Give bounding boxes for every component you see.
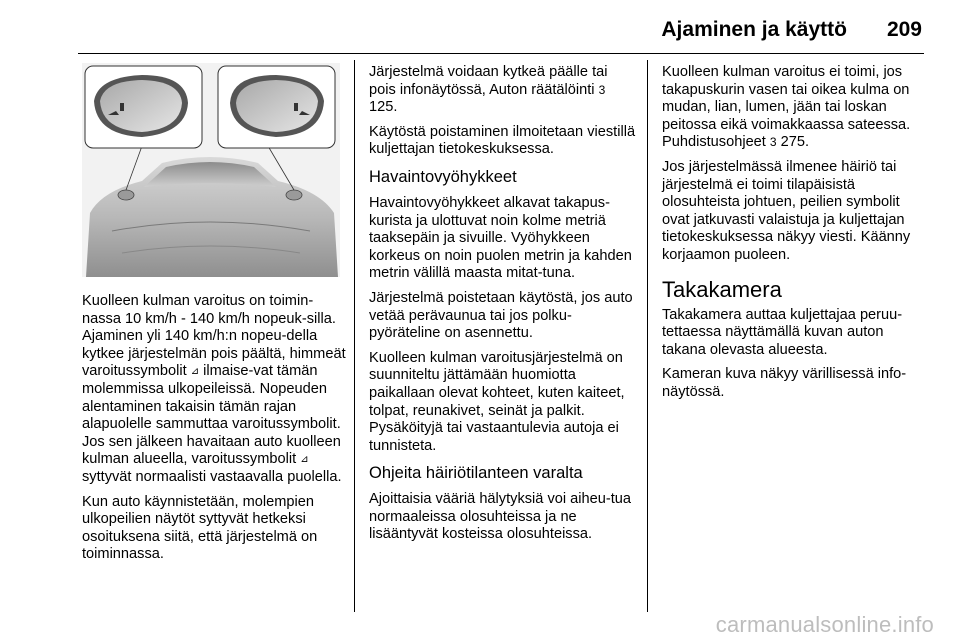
- left-side-mirror: [118, 190, 134, 200]
- page-header: [60, 18, 922, 54]
- page-ref-link[interactable]: 125.: [369, 99, 398, 116]
- right-column: [662, 64, 928, 409]
- blind-spot-symbol-icon: ⊿: [190, 366, 200, 378]
- middle-column: [369, 64, 637, 551]
- paragraph: Kuolleen kulman varoitus ei toimi, jos takapuskurin vasen tai oikea kulma on mudan, lian, lumen, jään tai loskan peitossa eikä voimakkaassa sateessa. Puhdistusohjeet 3 275.: [662, 64, 911, 151]
- page-number: 209: [886, 18, 922, 41]
- paragraph: Ajoittaisia vääriä hälytyksiä voi aiheu-tua normaaleissa olosuhteissa ja ne lisääntyvät kosteissa olosuhteissa.: [369, 491, 632, 543]
- section-heading-large: Takakamera: [662, 276, 782, 302]
- column-divider-right: [647, 60, 648, 612]
- paragraph: Kuolleen kulman varoitusjärjestelmä on suunniteltu jättämään huomiotta paikallaan olevat kohteet, kuten kaiteet, tolpat, reunakivet, seinät ja palkit. Pysäköityjä tai vastaantulevia autoja ei tunnisteta.: [369, 349, 625, 454]
- right-side-mirror: [286, 190, 302, 200]
- blind-spot-symbol-icon: ⊿: [300, 454, 309, 466]
- column-divider-left: [354, 60, 355, 612]
- section-heading: Ohjeita häiriötilanteen varalta: [369, 464, 583, 483]
- illustration-svg: [82, 63, 340, 277]
- left-column: [82, 293, 350, 571]
- watermark: carmanualsonline.info: [715, 612, 934, 637]
- paragraph: Takakamera auttaa kuljettajaa peruu-tettaessa näyttämällä kuvan auton takana olevasta alueesta.: [662, 306, 903, 358]
- page-title: Ajaminen ja käyttö: [661, 18, 847, 41]
- paragraph: Havaintovyöhykkeet alkavat takapus-kurista ja ulottuvat noin kolme metriä taaksepäin ja sivuille. Vyöhykkeen korkeus on noin puolen metrin ja kahden metrin välillä maasta mitat-tuna.: [369, 194, 632, 282]
- mirror-car-illustration: [82, 63, 340, 277]
- page-ref-arrow-icon: 3: [769, 135, 777, 150]
- paragraph: Järjestelmä voidaan kytkeä päälle tai pois infonäytössä, Auton räätälöinti 3 125.: [369, 64, 608, 116]
- section-heading: Havaintovyöhykkeet: [369, 167, 517, 186]
- paragraph: Kameran kuva näkyy värillisessä info-näytössä.: [662, 366, 907, 400]
- page-ref-arrow-icon: 3: [598, 82, 606, 97]
- header-rule: [78, 53, 924, 54]
- page-ref-link[interactable]: 275.: [780, 134, 810, 151]
- paragraph: Kuolleen kulman varoitus on toimin-nassa 10 km/h - 140 km/h nopeuk-silla. Ajaminen yli 140 km/h:n nopeu-della kytkee järjestelmän pois päältä, himmeät varoitussymbolit ⊿ ilmaise-vat tämän molemmissa ulkopeileissä. Nopeuden alentaminen takaisin tämän rajan alapuolelle sammuttaa varoitussymbolit. Jos sen jälkeen havaitaan auto kuolleen kulman alueella, varoitussymbolit ⊿ syttyvät normaalisti vastaavalla puolella.: [82, 293, 346, 485]
- paragraph: Käytöstä poistaminen ilmoitetaan viestillä kuljettajan tietokeskuksessa.: [369, 123, 636, 158]
- paragraph: Jos järjestelmässä ilmenee häiriö tai järjestelmä ei toimi tilapäisistä olosuhteista johtuen, peilien symbolit ovat jatkuvasti valaistuja ja kuljettajan tietokeskuksessa näkyy viesti. Käänny korjaamon puoleen.: [662, 158, 911, 263]
- paragraph: Järjestelmä poistetaan käytöstä, jos auto vetää perävaunua tai jos polku-pyöräteline on asennettu.: [369, 289, 633, 342]
- paragraph: Kun auto käynnistetään, molempien ulkopeilien näytöt syttyvät hetkeksi osoituksena siitä, että järjestelmä on toiminnassa.: [82, 493, 318, 563]
